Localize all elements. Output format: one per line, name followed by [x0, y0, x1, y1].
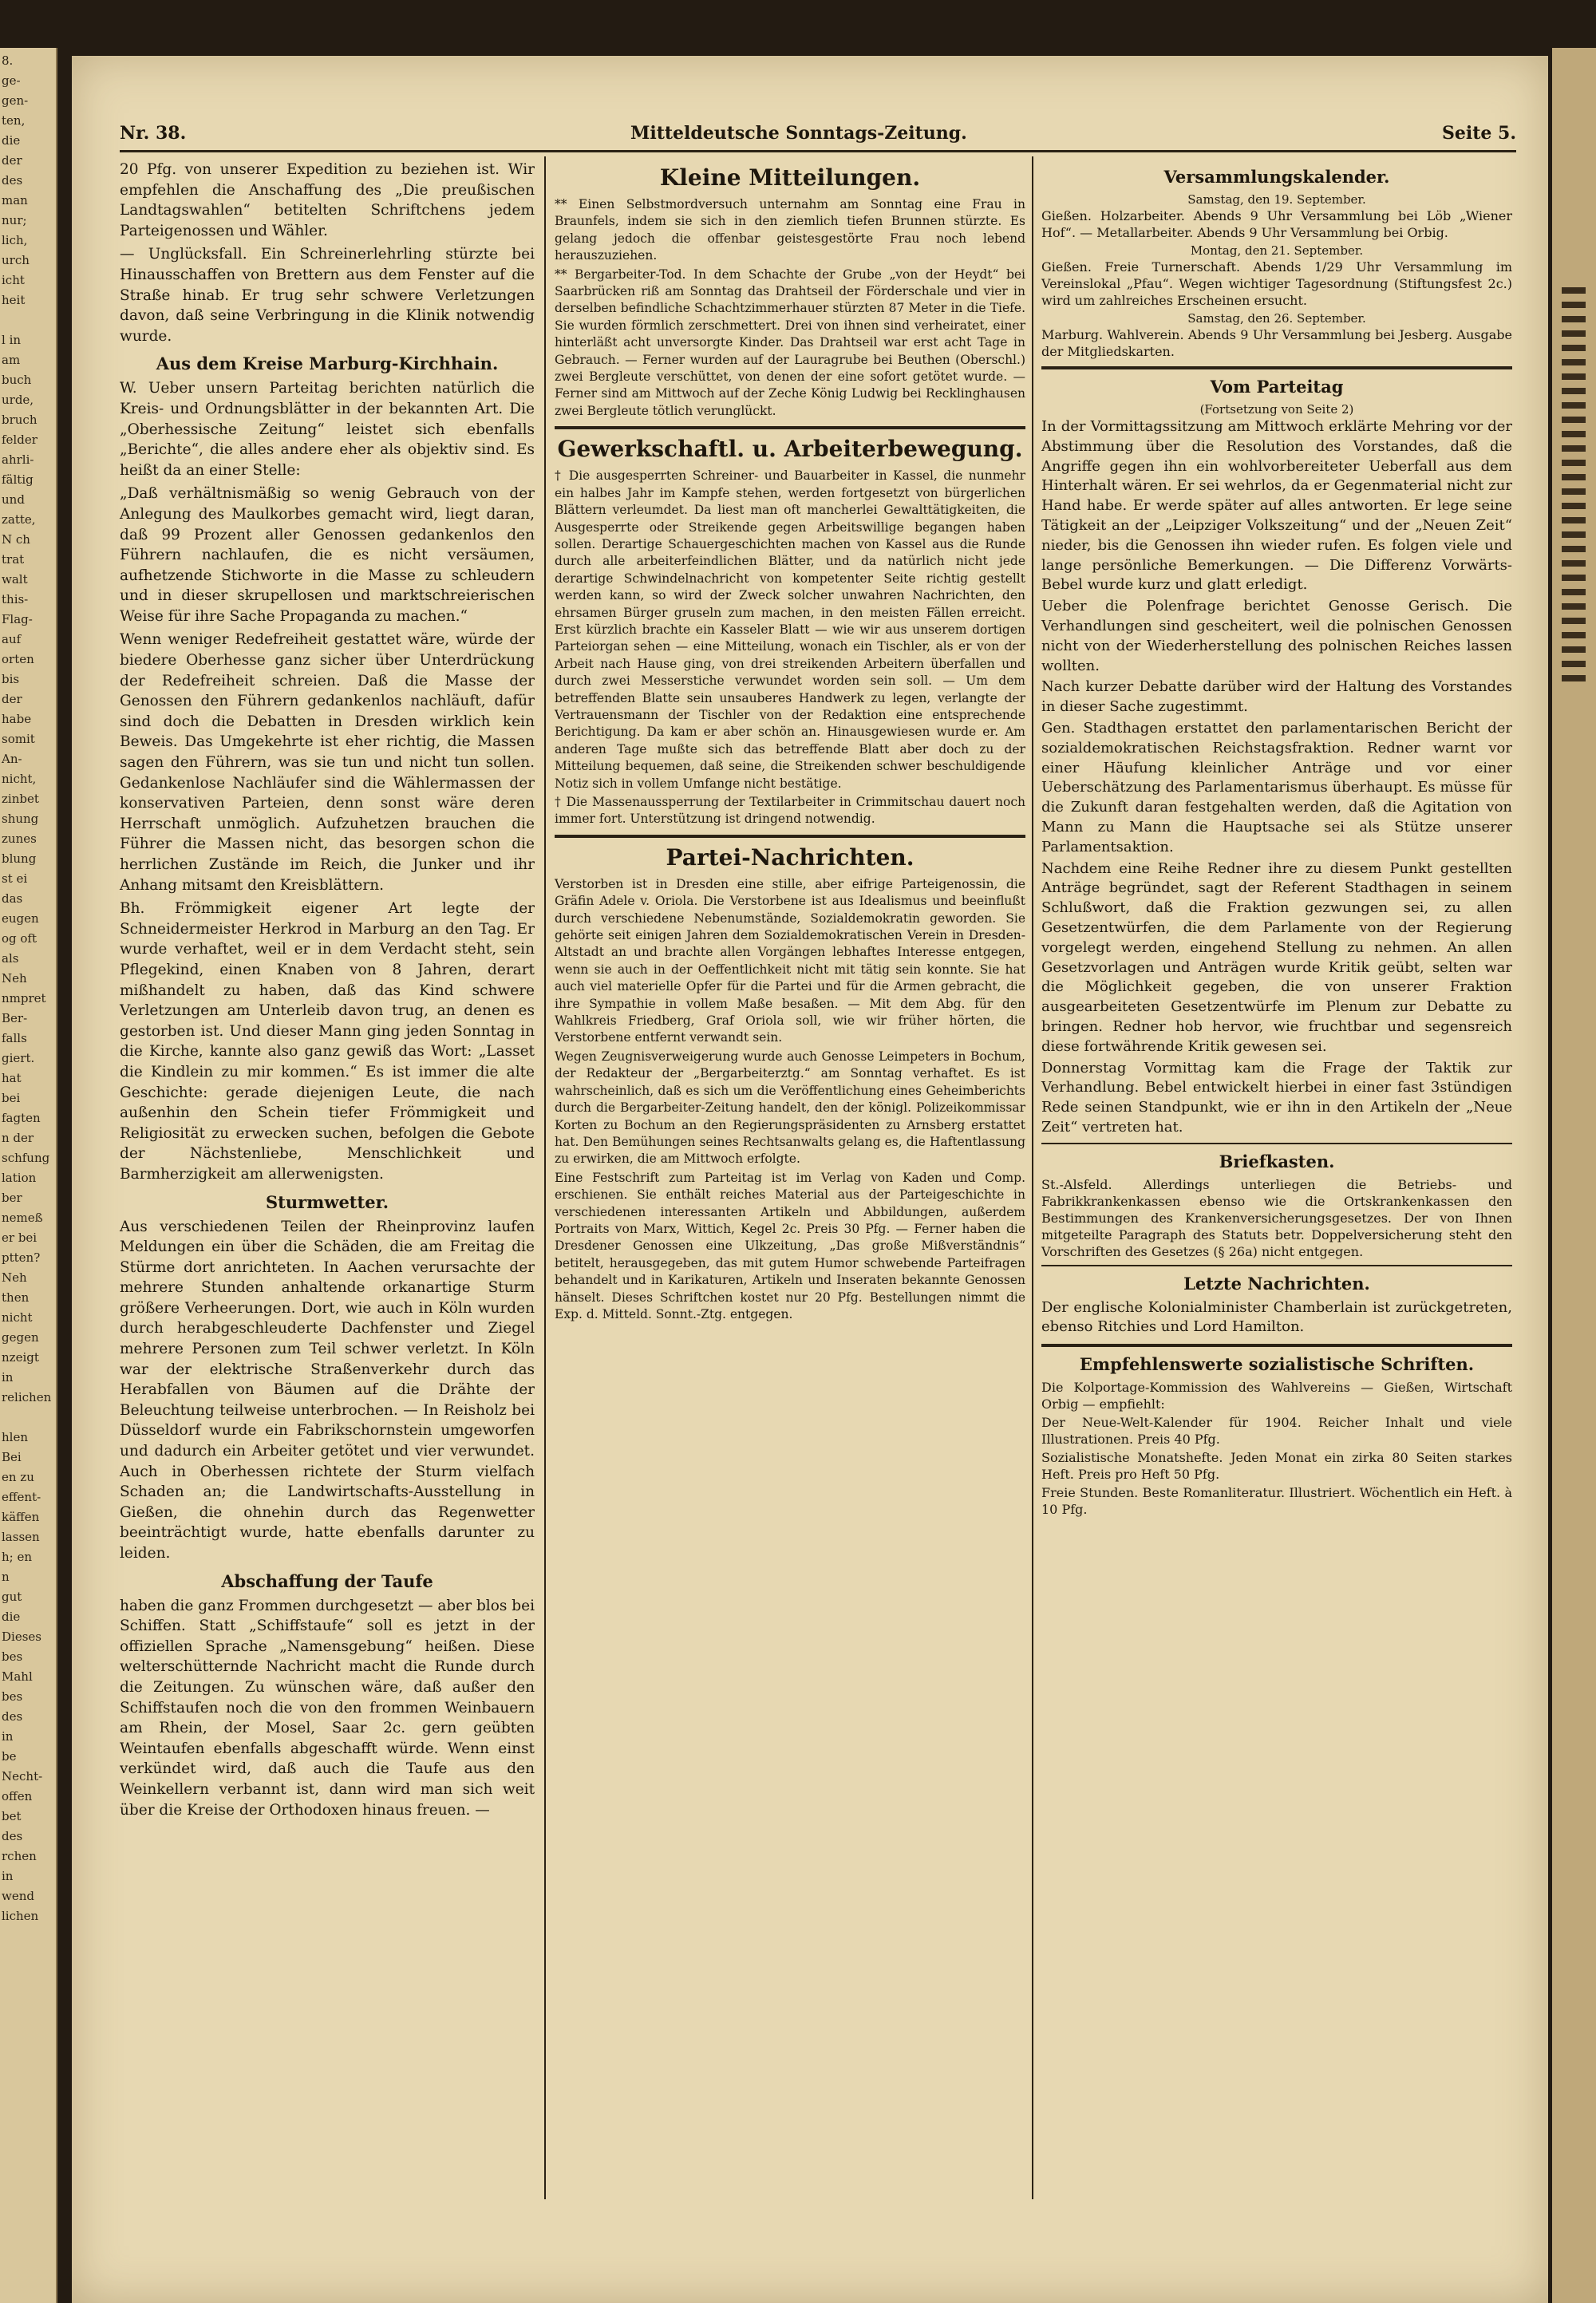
- section-divider: [555, 426, 1025, 429]
- paragraph: ** Einen Selbstmordversuch unternahm am Sonntag eine Frau in Braunfels, indem sie sich in den ziemlich tiefen Brunnen stürzte. Es gelang jedoch die offenbar geistesgestörte Frau noch lebend herauszuziehen.: [555, 197, 1025, 263]
- section-heading: Gewerkschaftl. u. Arbeiterbewegung.: [557, 436, 1023, 463]
- paragraph: ** Bergarbeiter-Tod. In dem Schachte der Grube „von der Heydt“ bei Saarbrücken riß am Sonntag das Drahtseil der Förderschale und vier in derselben befindliche Schachtzimmerhauer stürzten 87 Meter in die Tiefe. Sie wurden förmlich zerschmettert. Drei von ihnen sind verheiratet, einer hinterläßt acht unversorgte Kinder. Das Drahtseil war erst acht Tage in Gebrauch. — Ferner wurden auf der Lauragrube bei Beuthen (Oberschl.) zwei Bergleute verschüttet, von denen der eine sofort getötet wurde. — Ferner sind am Mittwoch auf der Zeche König Ludwig bei Recklinghausen zwei Bergleute tötlich verunglückt.: [555, 267, 1025, 418]
- paragraph: Nachdem eine Reihe Redner ihre zu diesem Punkt gestellten Anträge begründet, sagt der Referent Stadthagen in seinem Schlußwort, daß die Fraktion gezwungen sei, zu allen Gesetzentwürfen, die dem Parlamente von der Regierung vorgelegt werden, eingehend Stellung zu nehmen. An allen Gesetzvorlagen und Anträgen wurde Kritik geübt, selten war die Möglichkeit gegeben, die von unserer Fraktion ausgearbeiteten Gesetzentwürfe im Plenum zur Debatte zu bringen. Redner hob hervor, wie fruchtbar und segensreich diese fortwährende Kritik gewesen sei.: [1041, 859, 1512, 1055]
- column-2: [555, 160, 1025, 1325]
- paragraph: In der Vormittagssitzung am Mittwoch erklärte Mehring vor der Abstimmung über die Resolution des Vorstandes, daß die Angriffe gegen ihn ein wohlvorbereiteter Ueberfall aus dem Hinterhalt wären. Er sei wehrlos, da er Gegenmaterial nicht zur Hand habe. Er werde später auf alles antworten. Er lege seine Tätigkeit an der „Leipziger Volkszeitung“ und der „Neuen Zeit“ nieder, bis die Genossen ihn wieder rufen. Es folgen viele und lange persönliche Bemerkungen. — Die Differenz Vorwärts-Bebel wurde kurz und glatt erledigt.: [1041, 418, 1512, 594]
- section-divider: [555, 835, 1025, 838]
- page-number: Seite 5.: [1441, 123, 1516, 144]
- section-divider: [1041, 366, 1512, 369]
- date-line: Montag, den 21. September.: [1190, 243, 1364, 258]
- next-page-edge: [1552, 48, 1596, 2303]
- column-rule: [544, 156, 546, 2199]
- paragraph: Eine Festschrift zum Parteitag ist im Verlag von Kaden und Comp. erschienen. Sie enthält reiches Material aus der Parteigeschichte in verschiedenen interessanten Artikeln und Abbildungen, außerdem Portraits von Marx, Wittich, Kegel 2c. Preis 30 Pfg. — Ferner haben die Dresdener Genossen eine Ulkzeitung, „Das große Mißverständnis“ betitelt, herausgegeben, das mit gutem Humor schwebende Parteifragen behandelt und in Karikaturen, Artikeln und Inseraten bekannte Genossen hänselt. Dieses Schriftchen kostet nur 20 Pfg. Bestellungen nimmt die Exp. d. Mitteld. Sonnt.-Ztg. entgegen.: [555, 1170, 1025, 1321]
- page-header: [120, 118, 1516, 152]
- section-heading: Aus dem Kreise Marburg-Kirchhain.: [156, 354, 499, 374]
- section-heading: Letzte Nachrichten.: [1183, 1273, 1370, 1294]
- paragraph: Ueber die Polenfrage berichtet Genosse Gerisch. Die Verhandlungen sind gescheitert, weil die polnischen Genossen nicht von der Wiederherstellung des polnischen Reiches lassen wollten.: [1041, 598, 1512, 674]
- previous-page-text-fragments: 8. ge- gen- ten, die der des man nur; lich, urch icht heit l in am buch urde, bruch felder ahrli- fältig und zatte, N ch trat walt this- Flag- auf orten bis der habe somit An- nicht, zinbet shung zunes blung st ei das eugen og oft als Neh nmpret Ber- falls giert. hat bei fagten n der schfung lation ber nemeß er bei ptten? Neh then nicht gegen nzeigt in relichen hlen Bei en zu effent- käffen lassen h; en n gut die Dieses bes Mahl bes des in be Necht- offen bet des rchen in wend lichen: [2, 53, 52, 1923]
- newspaper-title: Mitteldeutsche Sonntags-Zeitung.: [630, 123, 967, 144]
- section-divider: [1041, 1344, 1512, 1347]
- paragraph: † Die ausgesperrten Schreiner- und Bauarbeiter in Kassel, die nunmehr ein halbes Jahr im Kampfe stehen, werden fortgesetzt von bürgerlichen Blättern verleumdet. Da liest man oft mancherlei Gewalttätigkeiten, die Ausgesperrte oder Streikende gegen Arbeitswillige begangen haben sollen. Derartige Schauergeschichten machen von Kassel aus die Runde durch alle arbeiterfeindlichen Blätter, und da natürlich nicht jede derartige Schwindelnachricht von kompetenter Seite richtig gestellt werden kann, so wird der Zweck solcher unwahren Nachrichten, den ehrsamen Bürger gruseln zum machen, in den meisten Fällen erreicht. Erst kürzlich brachte ein Kasseler Blatt — wie wir aus unserem dortigen Parteiorgan sehen — eine Mitteilung, wonach ein Tischler, als er von der Arbeit nach Hause ging, von drei streikenden Arbeitern überfallen und durch zwei Messerstiche verwundet worden sein soll. — Um dem betreffenden Blatte sein unsauberes Handwerk zu legen, verlangte der Vertrauensmann der Tischler von der Redaktion eine entsprechende Berichtigung. Da kam er aber schön an. Hinausgewiesen wurde er. Am anderen Tage mußte sich das betreffende Blatt aber doch zu der Mitteilung bequemen, daß seine, die Streikenden schwer beschuldigende Notiz sich in vollem Umfange nicht bestätige.: [555, 468, 1025, 791]
- paragraph: St.-Alsfeld. Allerdings unterliegen die Betriebs- und Fabrikkrankenkassen ebenso wie die Ortskrankenkassen den Bestimmungen des Krankenversicherungsgesetzes. Der von Ihnen mitgeteilte Paragraph des Statuts betr. Doppelversicherung steht den Vorschriften des Gesetzes (§ 26a) nicht entgegen.: [1041, 1176, 1512, 1259]
- section-divider: [1041, 1265, 1512, 1266]
- page-edge-stripe: [1562, 287, 1586, 686]
- paragraph: Donnerstag Vormittag kam die Frage der Taktik zur Verhandlung. Bebel entwickelt hierbei in einer fast 3stündigen Rede seinen Standpunkt, wie er ihn in den Artikeln der „Neue Zeit“ vertreten hat.: [1041, 1059, 1512, 1136]
- paragraph: Die Kolportage-Kommission des Wahlvereins — Gießen, Wirtschaft Orbig — empfiehlt:: [1041, 1380, 1512, 1412]
- paragraph: W. Ueber unsern Parteitag berichten natürlich die Kreis- und Ordnungsblätter in der bekannten Art. Die „Oberhessische Zeitung“ leistet sich ebenfalls „Berichte“, die alles andere eher als objektiv sind. Es heißt da an einer Stelle:: [120, 380, 535, 479]
- paragraph: haben die ganz Frommen durchgesetzt — aber blos bei Schiffen. Statt „Schiffstaufe“ soll es jetzt in der offiziellen Sprache „Namensgebung“ heißen. Diese welterschütternde Nachricht macht die Runde durch die Zeitungen. Zu wünschen wäre, daß außer den Schiffstaufen noch die von den frommen Weinbauern am Rhein, der Mosel, Saar 2c. gern geübten Weintaufen ebenfalls abgeschafft würde. Wenn einst verkündet wird, daß auch die Taufe aus den Weinkellern verbannt ist, dann wird man sich weit über die Kreise der Orthodoxen hinaus freuen. —: [120, 1597, 535, 1819]
- subheading: (Fortsetzung von Seite 2): [1199, 402, 1354, 417]
- section-heading: Vom Parteitag: [1210, 377, 1344, 397]
- paragraph: Bh. Frömmigkeit eigener Art legte der Schneidermeister Herkrod in Marburg an den Tag. Er wurde verhaftet, weil er in dem Verdacht steht, sein Pflegekind, einen Knaben von 8 Jahren, derart mißhandelt zu haben, daß das Kind schwere Verletzungen am Unterleib davon trug, an denen es gestorben ist. Und dieser Mann ging jeden Sonntag in die Kirche, kannte also ganz gewiß das Wort: „Lasset die Kindlein zu mir kommen.“ Es ist immer die alte Geschichte: gerade diejenigen Leute, die nach außenhin den Schein tiefer Frömmigkeit und Religiosität zu erwecken suchen, befolgen die Gebote der Nächstenliebe, Menschlichkeit und Barmherzigkeit am allerwenigsten.: [120, 900, 535, 1183]
- section-divider: [1041, 1143, 1512, 1144]
- paragraph: Marburg. Wahlverein. Abends 9 Uhr Versammlung bei Jesberg. Ausgabe der Mitgliedskarten.: [1041, 327, 1512, 359]
- paragraph: Wegen Zeugnisverweigerung wurde auch Genosse Leimpeters in Bochum, der Redakteur der „Bergarbeiterztg.“ am Sonntag verhaftet. Es ist wahrscheinlich, daß es sich um die Veröffentlichung eines Geheimberichts durch die Bergarbeiter-Zeitung handelt, den der königl. Polizeikommissar Korten zu Bochum an den Regierungspräsidenten zu Arnsberg erstattet hat. Den Bemühungen seines Rechtsanwalts gelang es, die Haftentlassung zu erwirken, die am Mittwoch erfolgte.: [555, 1049, 1025, 1167]
- previous-page-edge: [0, 48, 57, 2303]
- paragraph: Gießen. Freie Turnerschaft. Abends 1/29 Uhr Versammlung im Vereinslokal „Pfau“. Wegen wichtiger Tagesordnung (Stiftungsfest 2c.) wird um zahlreiches Erscheinen ersucht.: [1041, 259, 1512, 308]
- paragraph: Der englische Kolonialminister Chamberlain ist zurückgetreten, ebenso Ritchies und Lord Hamilton.: [1041, 1298, 1512, 1336]
- section-heading: Partei-Nachrichten.: [666, 843, 915, 871]
- column-3: [1041, 160, 1512, 1519]
- section-heading: Sturmwetter.: [265, 1191, 389, 1212]
- paragraph: Verstorben ist in Dresden eine stille, aber eifrige Parteigenossin, die Gräfin Adele v. Oriola. Die Verstorbene ist aus Idealismus und beeinflußt durch verschiedene Nebenumstände, Sozialdemokratin geworden. Sie gehörte seit einigen Jahren dem Sozialdemokratischen Verein in Dresden-Altstadt an und brachte allen Vorgängen lebhaftes Interesse entgegen, wenn sie auch in der Oeffentlichkeit nicht mit tätig sein konnte. Sie hat auch viel materielle Opfer für die Partei und für die Armen gebracht, die ihre Sympathie in vollem Maße besaßen. — Mit dem Abg. für den Wahlkreis Friedberg, Graf Oriola soll, wie wir früher hörten, die Verstorbene entfernt verwandt sein.: [555, 876, 1025, 1045]
- paragraph: 20 Pfg. von unserer Expedition zu beziehen ist. Wir empfehlen die Anschaffung des „Die preußischen Landtagswahlen“ betitelten Schriftchens jedem Parteigenossen und Wähler.: [120, 161, 535, 239]
- paragraph: † Die Massenaussperrung der Textilarbeiter in Crimmitschau dauert noch immer fort. Unterstützung ist dringend notwendig.: [555, 795, 1025, 827]
- date-line: Samstag, den 19. September.: [1187, 192, 1366, 207]
- column-1: [120, 160, 535, 1823]
- paragraph: Nach kurzer Debatte darüber wird der Haltung des Vorstandes in dieser Sache zugestimmt.: [1041, 678, 1512, 716]
- section-heading: Kleine Mitteilungen.: [659, 164, 921, 191]
- paragraph: Der Neue-Welt-Kalender für 1904. Reicher Inhalt und viele Illustrationen. Preis 40 Pfg.: [1041, 1415, 1512, 1448]
- paragraph: Gießen. Holzarbeiter. Abends 9 Uhr Versammlung bei Löb „Wiener Hof“. — Metallarbeiter. Abends 9 Uhr Versammlung bei Orbig.: [1041, 208, 1512, 240]
- paragraph: Gen. Stadthagen erstattet den parlamentarischen Bericht der sozialdemokratischen Reichstagsfraktion. Redner warnt vor einer Häufung kleinlicher Anträge und vor einer Ueberschätzung des Parlamentarismus überhaupt. Es müsse für die Zukunft daran festgehalten werden, daß die Agitation von Mann zu Mann die Hauptsache sei als Stütze unserer Parlamentsaktion.: [1041, 719, 1512, 855]
- paragraph: — Unglücksfall. Ein Schreinerlehrling stürzte bei Hinausschaffen von Brettern aus dem Fenster auf die Straße hinab. Er trug sehr schwere Verletzungen davon, daß seine Verbringung in die Klinik notwendig wurde.: [120, 246, 535, 345]
- paragraph: Freie Stunden. Beste Romanliteratur. Illustriert. Wöchentlich ein Heft. à 10 Pfg.: [1041, 1485, 1512, 1518]
- issue-number: Nr. 38.: [120, 123, 187, 144]
- paragraph: Wenn weniger Redefreiheit gestattet wäre, würde der biedere Oberhesse ganz sicher über Unterdrückung der Redefreiheit schreien. Daß die Masse der Genossen den Führern gedankenlos nachläuft, dafür sind doch die Debatten in Dresden wirklich kein Beweis. Das Umgekehrte ist eher richtig, die Massen sagen den Führern, was sie tun und nicht tun sollen. Gedankenlose Nachläufer sind die Wählermassen der konservativen Parteien, denn sonst wäre deren Herrschaft unmöglich. Aufzuhetzen brauchen die Führer die Massen nicht, das besorgen schon die herrlichen Zustände im Reich, die Junker und ihr Anhang mitsamt den Kreisblättern.: [120, 631, 535, 894]
- date-line: Samstag, den 26. September.: [1187, 311, 1366, 326]
- section-heading: Briefkasten.: [1219, 1151, 1335, 1171]
- paragraph: Sozialistische Monatshefte. Jeden Monat ein zirka 80 Seiten starkes Heft. Preis pro Heft 50 Pfg.: [1041, 1450, 1512, 1483]
- paragraph: Aus verschiedenen Teilen der Rheinprovinz laufen Meldungen ein über die Schäden, die am Freitag die Stürme dort anrichteten. In Aachen verursachte der mehrere Stunden anhaltende orkanartige Sturm größere Verheerungen. Dort, wie auch in Köln wurden durch herabgeschleuderte Dachfenster und Ziegel mehrere Personen zum Teil schwer verletzt. In Köln war der elektrische Straßenverkehr durch das Herabfallen von Bäumen auf die Drähte der Beleuchtung teilweise unterbrochen. — In Reisholz bei Düsseldorf wurde ein Fabrikschornstein umgeworfen und dadurch ein Arbeiter getötet und vier verwundet. Auch in Oberhessen richtete der Sturm vielfach Schaden an; die Landwirtschafts-Ausstellung in Gießen, die ohnehin durch das Regenwetter beeinträchtigt wurde, hatte ebenfalls darunter zu leiden.: [120, 1218, 535, 1562]
- section-heading: Empfehlenswerte sozialistische Schriften.: [1079, 1354, 1475, 1375]
- section-heading: Versammlungskalender.: [1163, 167, 1390, 187]
- newspaper-page: [72, 56, 1548, 2303]
- paragraph: „Daß verhältnismäßig so wenig Gebrauch von der Anlegung des Maulkorbes gemacht wird, liegt daran, daß 99 Prozent aller Genossen gedankenlos den Führern nachlaufen, die es nicht versäumen, aufhetzende Stichworte in die Masse zu schleudern und in dieser skrupellosen und marktschreierischen Weise für ihre Sache Propaganda zu machen.“: [120, 485, 535, 625]
- column-rule: [1032, 156, 1033, 2199]
- section-heading: Abschaffung der Taufe: [221, 1570, 433, 1591]
